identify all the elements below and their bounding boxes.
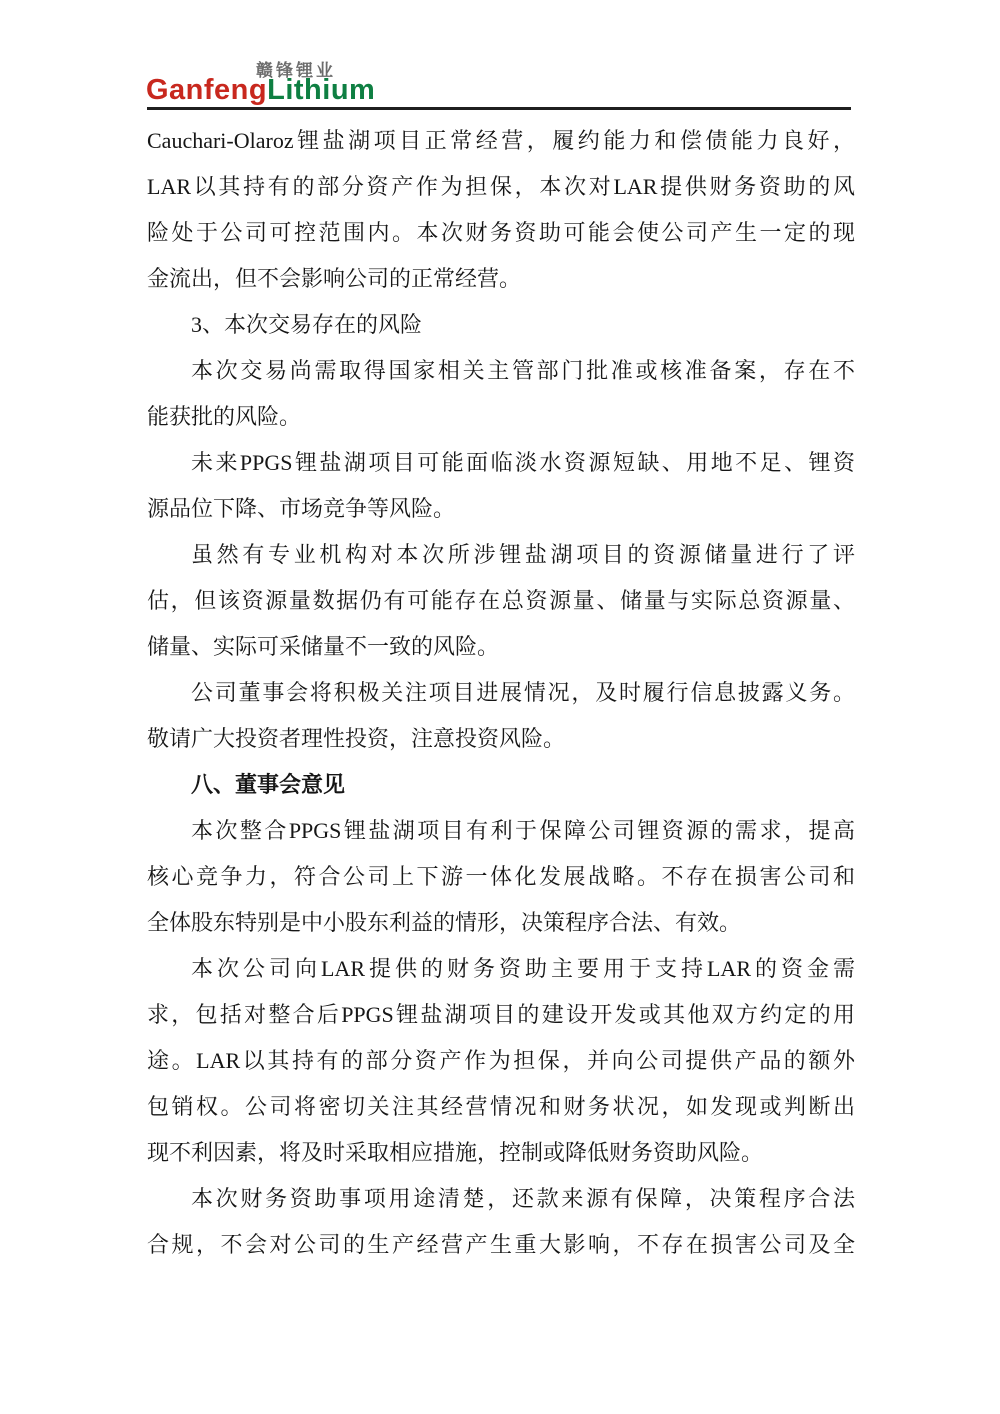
text-line: 估，但该资源量数据仍有可能存在总资源量、储量与实际总资源量、 xyxy=(147,588,855,613)
text-line: 险处于公司可控范围内。本次财务资助可能会使公司产生一定的现 xyxy=(147,220,855,245)
subsection-heading-transaction-risks: 3、本次交易存在的风险 xyxy=(191,312,423,337)
text-line: Cauchari-Olaroz锂盐湖项目正常经营，履约能力和偿债能力良好， xyxy=(147,128,855,153)
text-line: 本次整合PPGS锂盐湖项目有利于保障公司锂资源的需求，提高 xyxy=(191,818,855,843)
text-line: 未来PPGS锂盐湖项目可能面临淡水资源短缺、用地不足、锂资 xyxy=(191,450,855,475)
text-line: 储量、实际可采储量不一致的风险。 xyxy=(147,634,500,659)
company-logo xyxy=(146,74,375,107)
text-line: 全体股东特别是中小股东利益的情形，决策程序合法、有效。 xyxy=(147,910,742,935)
text-line: 虽然有专业机构对本次所涉锂盐湖项目的资源储量进行了评 xyxy=(191,542,855,567)
text-line: 本次公司向LAR提供的财务资助主要用于支持LAR的资金需 xyxy=(191,956,855,981)
text-line: 核心竞争力，符合公司上下游一体化发展战略。不存在损害公司和 xyxy=(147,864,855,889)
document-body xyxy=(147,118,855,1268)
text-line: 公司董事会将积极关注项目进展情况，及时履行信息披露义务。 xyxy=(191,680,855,705)
header-divider xyxy=(147,107,851,110)
text-line: 能获批的风险。 xyxy=(147,404,302,429)
text-line: 本次交易尚需取得国家相关主管部门批准或核准备案，存在不 xyxy=(191,358,855,383)
logo-lithium-wordmark: Lithium xyxy=(267,74,376,106)
text-line: 包销权。公司将密切关注其经营情况和财务状况，如发现或判断出 xyxy=(147,1094,855,1119)
text-line: 途。LAR以其持有的部分资产作为担保，并向公司提供产品的额外 xyxy=(147,1048,855,1073)
logo-chinese-text: 赣锋锂业 xyxy=(256,61,336,80)
section-heading-board-opinion: 八、董事会意见 xyxy=(191,772,346,797)
text-line: 源品位下降、市场竞争等风险。 xyxy=(147,496,456,521)
text-line: 金流出，但不会影响公司的正常经营。 xyxy=(147,266,522,291)
text-line: 敬请广大投资者理性投资，注意投资风险。 xyxy=(147,726,566,751)
text-line: 合规，不会对公司的生产经营产生重大影响，不存在损害公司及全 xyxy=(147,1232,855,1257)
text-line: LAR以其持有的部分资产作为担保，本次对LAR提供财务资助的风 xyxy=(147,174,855,199)
text-line: 现不利因素，将及时采取相应措施，控制或降低财务资助风险。 xyxy=(147,1140,764,1165)
logo-ganfeng-wordmark: Ganfeng xyxy=(146,74,268,106)
text-line: 求，包括对整合后PPGS锂盐湖项目的建设开发或其他双方约定的用 xyxy=(147,1002,855,1027)
text-line: 本次财务资助事项用途清楚，还款来源有保障，决策程序合法 xyxy=(191,1186,855,1211)
